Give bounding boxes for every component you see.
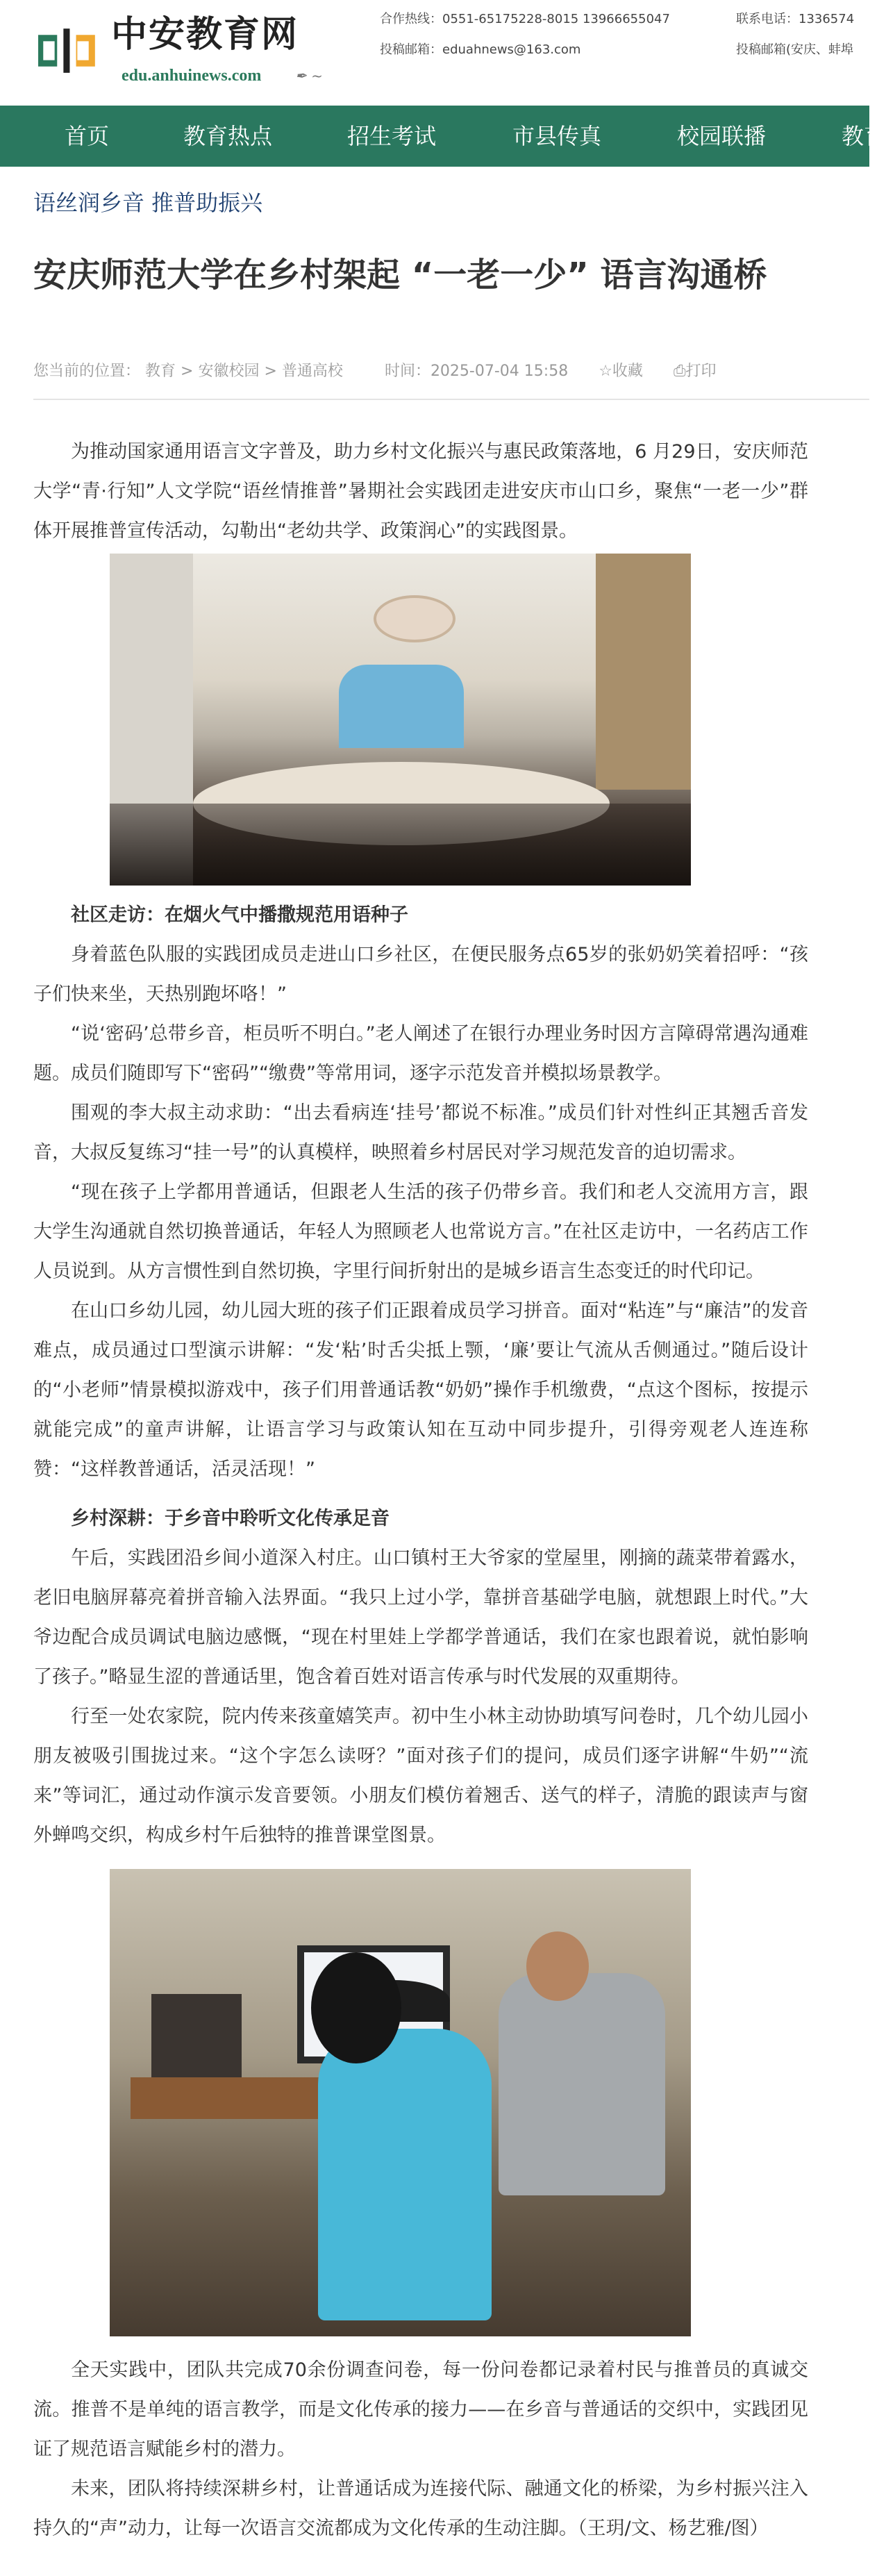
star-outline-icon: ☆ (599, 363, 612, 380)
nav-item-admissions[interactable]: 招生考试 (347, 123, 437, 149)
breadcrumb-item-anhui-campus[interactable]: 安徽校园 (198, 363, 260, 380)
breadcrumb-item-education[interactable]: 教育 (145, 363, 176, 380)
site-logo[interactable] (38, 10, 371, 92)
nav-item-home[interactable]: 首页 (65, 123, 110, 149)
article-paragraph: 行至一处农家院，院内传来孩童嬉笑声。初中生小林主动协助填写问卷时，几个幼儿园小朋友被吸引围拢过来。“这个字怎么读呀？”面对孩子们的提问，成员们逐字讲解“牛奶”“流来”等词汇，通过动作演示发音要领。小朋友们模仿着翘舌、送气的样子，清脆的跟读声与窗外蝉鸣交织，构成乡村午后独特的推普课堂图景。 (33, 1706, 808, 1846)
logo-mark-icon (38, 26, 108, 75)
article-kicker: 语丝润乡音 推普助振兴 (33, 190, 263, 216)
article-paragraph: 全天实践中，团队共完成70余份调查问卷，每一份问卷都记录着村民与推普员的真诚交流。推普不是单纯的语言教学，而是文化传承的接力——在乡音与普通话的交织中，实践团见证了规范语言赋能乡村的潜力。 (33, 2359, 808, 2460)
breadcrumb-separator: > (264, 363, 277, 380)
publish-time: 时间：2025-07-04 15:58 (384, 363, 569, 380)
contact-phone: 联系电话：1336574 (736, 12, 855, 26)
article-paragraph: “说‘密码’总带乡音，柜员听不明白。”老人阐述了在银行办理业务时因方言障碍常遇沟通难题。成员们随即写下“密码”“缴费”等常用词，逐字示范发音并模拟场景教学。 (33, 1023, 808, 1084)
breadcrumb-item-universities[interactable]: 普通高校 (281, 363, 343, 380)
nav-item-campus[interactable]: 校园联播 (677, 123, 767, 149)
print-button[interactable]: ⎙打印 (673, 363, 717, 380)
submission-email-regional: 投稿邮箱(安庆、蚌埠 (736, 42, 854, 57)
article-paragraph: 围观的李大叔主动求助：“出去看病连‘挂号’都说不标准。”成员们针对性纠正其翘舌音发音，大叔反复练习“挂一号”的认真模样，映照着乡村居民对学习规范发音的迫切需求。 (33, 1102, 808, 1163)
nav-item-city-county[interactable]: 市县传真 (512, 123, 602, 149)
section-heading: 社区走访：在烟火气中播撒规范用语种子 (71, 904, 408, 926)
article-photo-computer (110, 1869, 691, 2336)
article-paragraph: 身着蓝色队服的实践团成员走进山口乡社区，在便民服务点65岁的张奶奶笑着招呼：“孩子们快来坐，天热别跑坏咯！” (33, 944, 808, 1005)
logo-url: edu.anhuinews.com (122, 67, 262, 85)
article-body (33, 432, 808, 2576)
submission-email[interactable]: 投稿邮箱：eduahnews@163.com (380, 42, 581, 57)
article-paragraph: “现在孩子上学都用普通话，但跟老人生活的孩子仍带乡音。我们和老人交流用方言，跟大学生沟通就自然切换普通话，年轻人为照顾老人也常说方言。”在社区走访中，一名药店工作人员说到。从方言惯性到自然切换，字里行间折射出的是城乡语言生态变迁的时代印记。 (33, 1181, 808, 1282)
article-paragraph: 为推动国家通用语言文字普及，助力乡村文化振兴与惠民政策落地，6 月29日，安庆师范大学“青·行知”人文学院“语丝情推普”暑期社会实践团走进安庆市山口乡，聚焦“一老一少”群体开展推普宣传活动，勾勒出“老幼共学、政策润心”的实践图景。 (33, 441, 808, 542)
nav-item-education-hot[interactable]: 教育热点 (183, 123, 273, 149)
logo-text: 中安教育网 (111, 13, 299, 56)
section-heading: 乡村深耕：于乡音中聆听文化传承足音 (71, 1508, 390, 1529)
article-paragraph: 午后，实践团沿乡间小道深入村庄。山口镇村王大爷家的堂屋里，刚摘的蔬菜带着露水，老旧电脑屏幕亮着拼音输入法界面。“我只上过小学，靠拼音基础学电脑，就想跟上时代。”大爷边配合成员调试电脑边感慨，“现在村里娃上学都学普通话，我们在家也跟着说，就怕影响了孩子。”略显生涩的普通话里，饱含着百姓对语言传承与时代发展的双重期待。 (33, 1547, 808, 1688)
article-paragraph: 在山口乡幼儿园，幼儿园大班的孩子们正跟着成员学习拼音。面对“粘连”与“廉洁”的发音难点，成员通过口型演示讲解：“发‘粘’时舌尖抵上颚，‘廉’要让气流从舌侧通过。”随后设计的“小老师”情景模拟游戏中，孩子们用普通话教“奶奶”操作手机缴费，“点这个图标，按提示就能完成”的童声讲解，让语言学习与政策认知在互动中同步提升，引得旁观老人连连称赞：“这样教普通话，活灵活现！” (33, 1300, 808, 1480)
page-title: 安庆师范大学在乡村架起 “一老一少” 语言沟通桥 (33, 256, 767, 294)
article-photo-classroom (110, 554, 691, 886)
article-paragraph: 未来，团队将持续深耕乡村，让普通话成为连接代际、融通文化的桥梁，为乡村振兴注入持久的“声”动力，让每一次语言交流都成为文化传承的生动注脚。（王玥/文、杨艺雅/图） (33, 2478, 808, 2539)
favorite-button[interactable]: ☆收藏 (599, 363, 643, 380)
nav-item-education-more[interactable]: 教育 (842, 123, 886, 149)
breadcrumb-separator: > (181, 363, 194, 380)
main-nav (0, 106, 886, 167)
breadcrumb (33, 361, 717, 382)
printer-icon: ⎙ (673, 363, 686, 380)
logo-signature: ✒ ~ (295, 67, 323, 84)
contact-hotline: 合作热线：0551-65175228-8015 13966655047 (380, 12, 670, 26)
divider (33, 399, 869, 400)
breadcrumb-label: 您当前的位置： (33, 363, 141, 380)
